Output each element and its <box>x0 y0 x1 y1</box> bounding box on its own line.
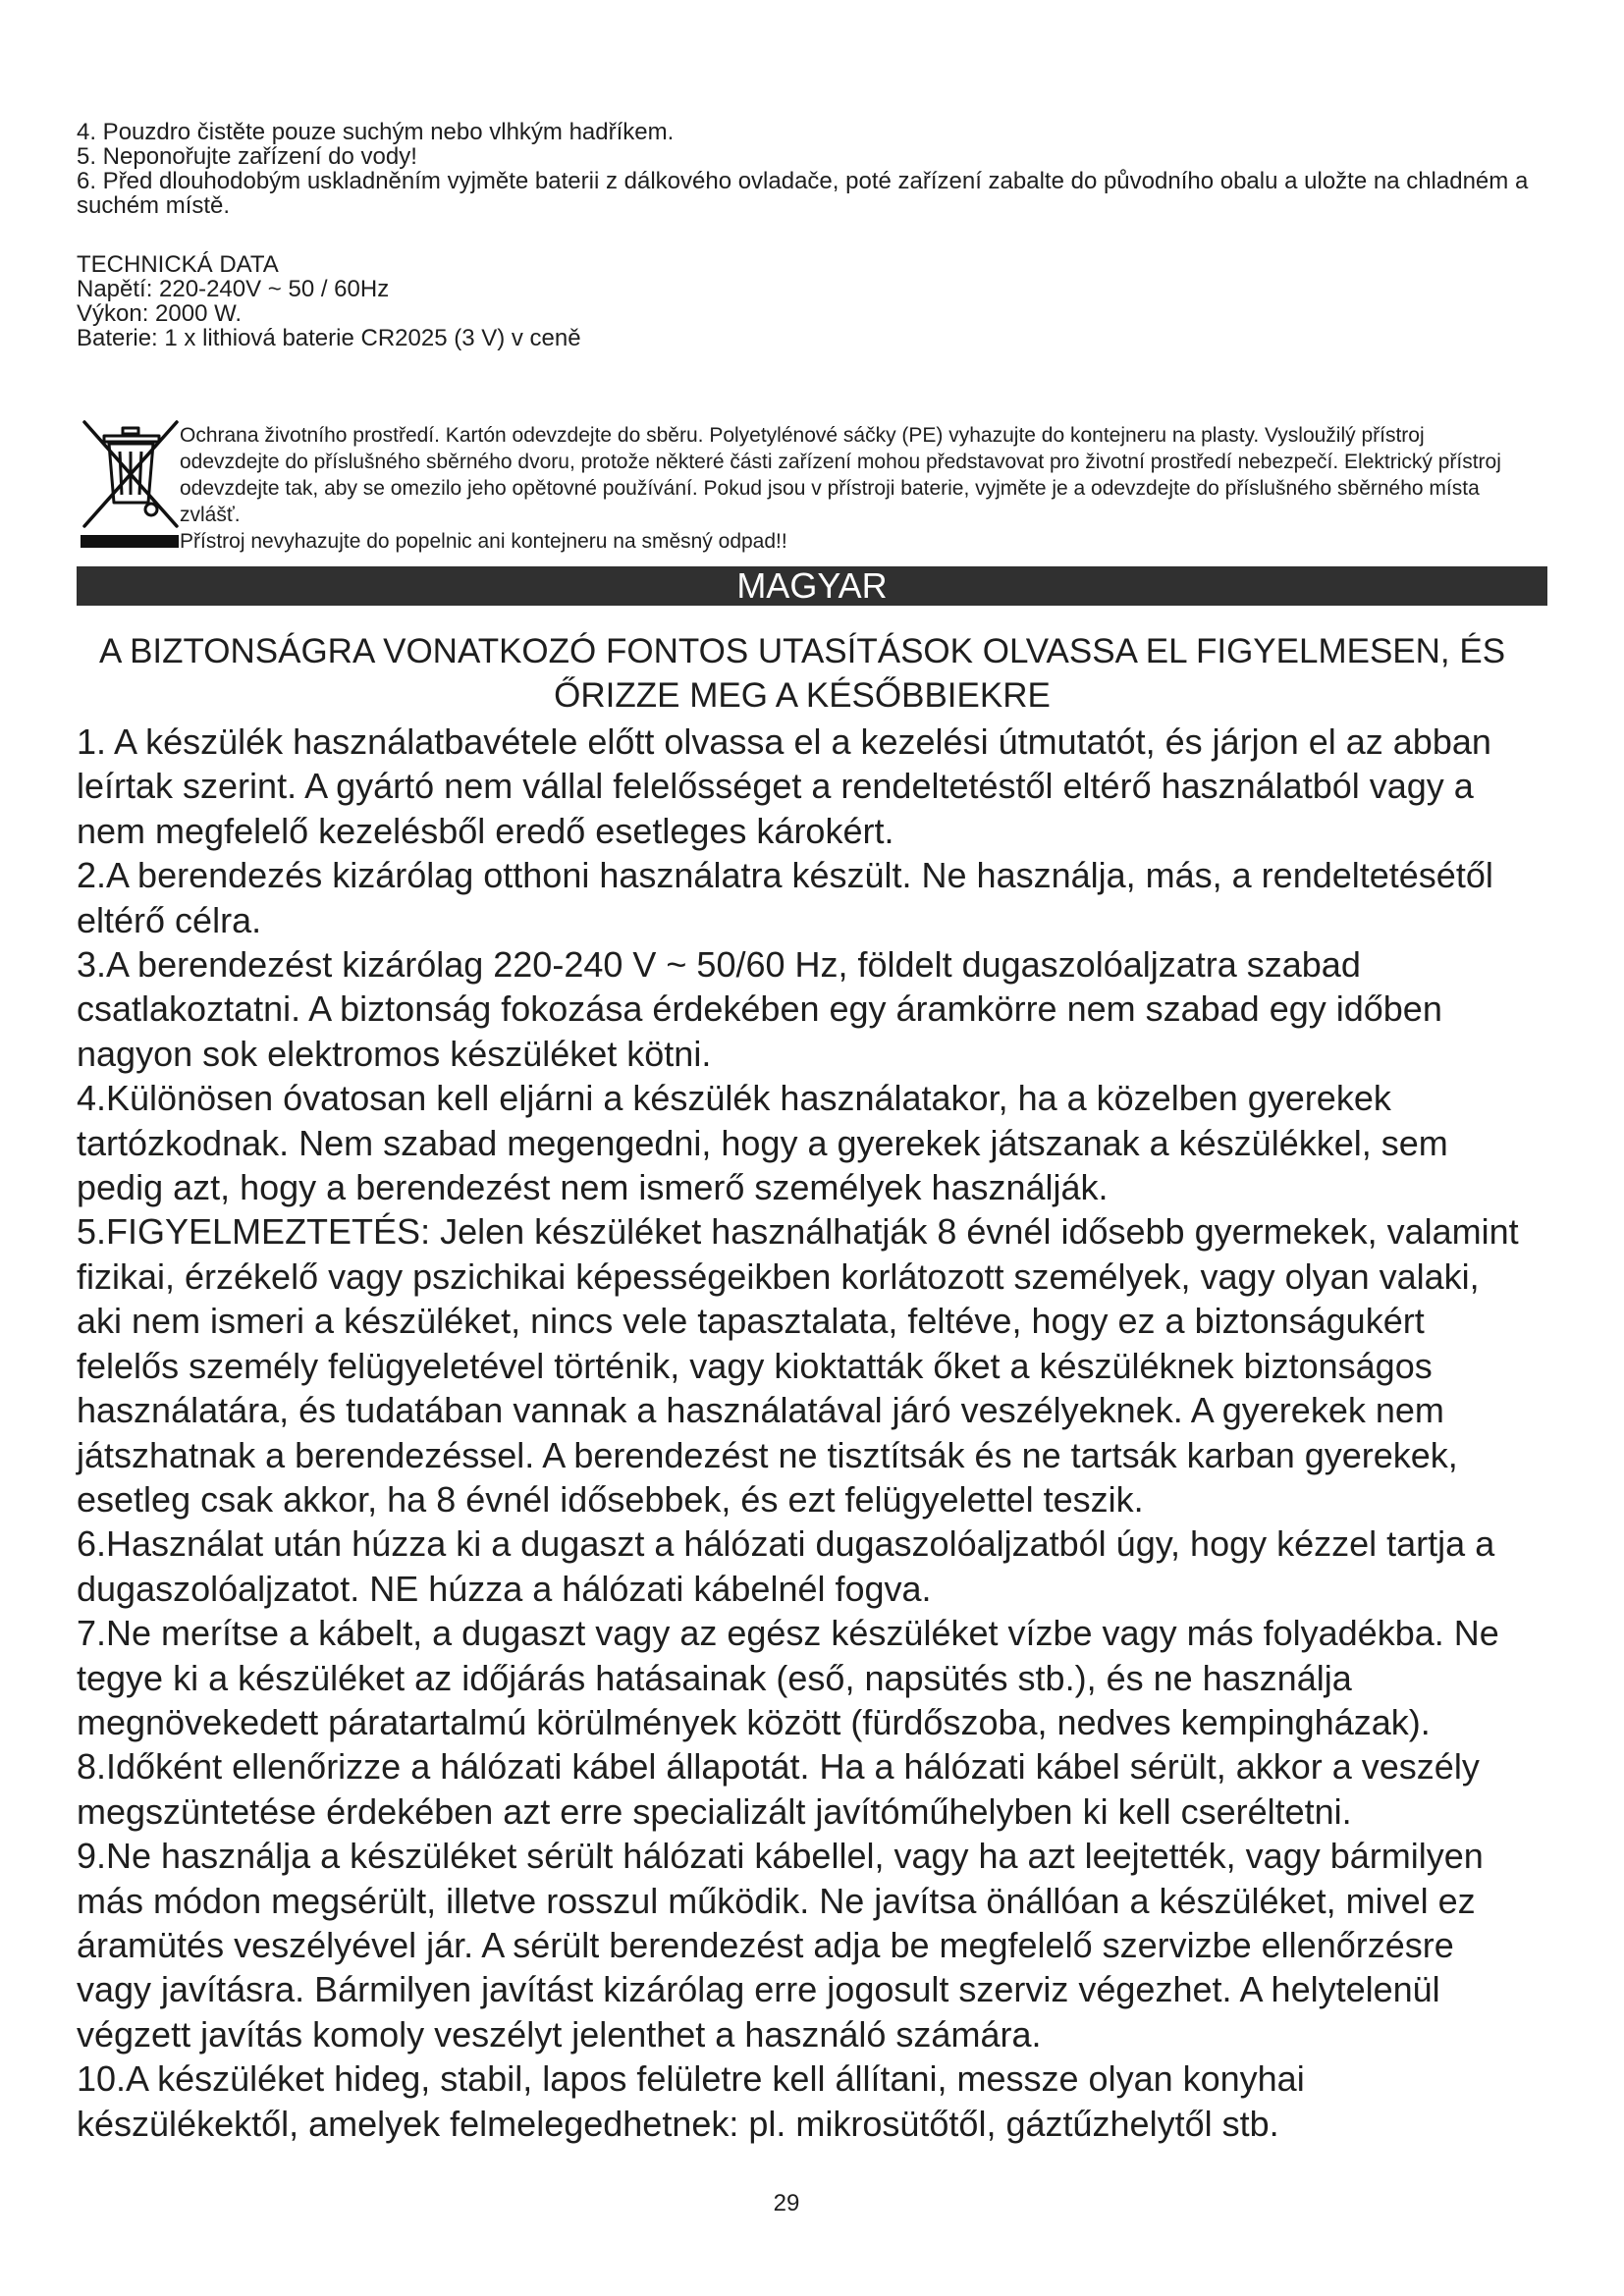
item-line: pedig azt, hogy a berendezést nem ismerő személyek használják. <box>77 1167 1109 1208</box>
item-line: 9.Ne használja a készüléket sérült hálózati kábellel, vagy ha azt leejtették, vagy bármilyen <box>77 1836 1484 1877</box>
item-line: megszüntetése érdekében azt erre specializált javítóműhelyben ki kell cseréltetni. <box>77 1790 1352 1832</box>
safety-heading-line: ŐRIZZE MEG A KÉSŐBBIEKRE <box>554 676 1051 715</box>
safety-item-6 <box>77 1522 1519 1611</box>
safety-heading <box>77 629 1528 718</box>
item-line: nem megfelelő kezelésből eredő esetleges károkért. <box>77 810 894 851</box>
item-line: használatára, és tudatában vannak a használatával járó veszélyeknek. A gyerekek nem <box>77 1390 1444 1431</box>
section-bar-magyar <box>77 566 1547 606</box>
item-line: 8.Időként ellenőrizze a hálózati kábel állapotát. Ha a hálózati kábel sérült, akkor a veszély <box>77 1746 1480 1788</box>
care-item-6-continued: suchém místě. <box>77 192 231 219</box>
care-item-6: 6. Před dlouhodobým uskladněním vyjměte baterii z dálkového ovladače, poté zařízení zabalte do původního obalu a uložte na chladném a <box>77 168 1529 194</box>
item-line: eltérő célra. <box>77 899 262 940</box>
safety-item-4 <box>77 1076 1519 1209</box>
item-line: esetleg csak akkor, ha 8 évnél idősebbek, és ezt felügyelettel teszik. <box>77 1478 1144 1520</box>
item-line: fizikai, érzékelő vagy pszichikai képességeikben korlátozott személyek, vagy olyan valaki, <box>77 1255 1480 1297</box>
technical-data <box>77 252 581 350</box>
item-line: tegye ki a készüléket az időjárás hatásainak (eső, napsütés stb.), és ne használja <box>77 1657 1352 1698</box>
item-line: nagyon sok elektromos készüléket kötni. <box>77 1033 712 1074</box>
environment-warning: Přístroj nevyhazujte do popelnic ani kontejneru na směsný odpad!! <box>180 530 787 553</box>
safety-item-2 <box>77 853 1519 942</box>
safety-instructions-list <box>77 720 1519 2146</box>
safety-item-8 <box>77 1744 1519 1834</box>
safety-item-7 <box>77 1611 1519 1744</box>
environment-line: odevzdejte tak, aby se omezilo jeho opětovné používání. Pokud jsou v přístroji baterie, vyjměte je a odevzdejte do příslušného sběrného místa <box>180 477 1480 500</box>
item-line: felelős személy felügyeletével történik, vagy kioktatták őket a készüléknek biztonságos <box>77 1345 1433 1386</box>
crossed-out-wheelie-bin-icon <box>81 414 181 532</box>
technical-power: Výkon: 2000 W. <box>77 300 243 327</box>
item-line: 10.A készüléket hideg, stabil, lapos felületre kell állítani, messze olyan konyhai <box>77 2058 1305 2100</box>
safety-item-5 <box>77 1209 1519 1522</box>
safety-item-9 <box>77 1834 1519 2056</box>
environment-line: odevzdejte do příslušného sběrného dvoru, protože některé části zařízení mohou představovat pro životní prostředí nebezpečí. Elektrický přístroj <box>180 451 1501 473</box>
item-line: készülékektől, amelyek felmelegedhetnek: pl. mikrosütőtől, gáztűzhelytől stb. <box>77 2103 1279 2144</box>
item-line: 3.A berendezést kizárólag 220-240 V ~ 50/60 Hz, földelt dugaszolóaljzatra szabad <box>77 944 1361 986</box>
item-line: játszhatnak a berendezéssel. A berendezést ne tisztítsák és ne tartsák karban gyerekek, <box>77 1434 1458 1475</box>
item-line: 6.Használat után húzza ki a dugaszt a hálózati dugaszolóaljzatból úgy, hogy kézzel tartja a <box>77 1523 1495 1565</box>
czech-care-instructions <box>77 120 1528 218</box>
safety-heading-line: A BIZTONSÁGRA VONATKOZÓ FONTOS UTASÍTÁSOK OLVASSA EL FIGYELMESEN, ÉS <box>98 632 1506 670</box>
item-line: csatlakoztatni. A biztonság fokozása érdekében egy áramkörre nem szabad egy időben <box>77 988 1442 1030</box>
item-line: leírtak szerint. A gyártó nem vállal felelősséget a rendeltetéstől eltérő használatból vagy a <box>77 766 1474 807</box>
care-item-5: 5. Neponořujte zařízení do vody! <box>77 143 417 170</box>
item-line: megnövekedett páratartalmú körülmények között (fürdőszoba, nedves kempingházak). <box>77 1701 1431 1742</box>
item-line: végzett javítás komoly veszélyt jelenthet a használó számára. <box>77 2013 1042 2055</box>
item-line: aki nem ismeri a készüléket, nincs vele tapasztalata, feltéve, hogy ez a biztonságukért <box>77 1301 1425 1342</box>
item-line: más módon megsérült, illetve rosszul működik. Ne javítsa önállóan a készüléket, mivel ez <box>77 1880 1476 1921</box>
item-line: 1. A készülék használatbavétele előtt olvassa el a kezelési útmutatót, és járjon el az abban <box>77 721 1491 762</box>
environment-line: Ochrana životního prostředí. Kartón odevzdejte do sběru. Polyetylénové sáčky (PE) vyhazujte do kontejneru na plasty. Vysloužilý přístroj <box>180 424 1425 447</box>
item-line: vagy javításra. Bármilyen javítást kizárólag erre jogosult szerviz végezhet. A helytelenül <box>77 1969 1440 2010</box>
technical-data-title: TECHNICKÁ DATA <box>77 251 279 278</box>
item-line: áramütés veszélyével jár. A sérült berendezést adja be megfelelő szervizbe ellenőrzésre <box>77 1924 1454 1965</box>
safety-item-1 <box>77 720 1519 853</box>
technical-battery: Baterie: 1 x lithiová baterie CR2025 (3 V) v ceně <box>77 325 581 351</box>
item-line: tartózkodnak. Nem szabad megengedni, hogy a gyerekek játszanak a készülékkel, sem <box>77 1122 1448 1163</box>
section-label: MAGYAR <box>736 565 888 606</box>
item-line: 4.Különösen óvatosan kell eljárni a készülék használatakor, ha a közelben gyerekek <box>77 1078 1391 1119</box>
safety-item-3 <box>77 942 1519 1076</box>
safety-item-10 <box>77 2056 1519 2146</box>
weee-black-bar <box>81 535 179 548</box>
environment-line: zvlášť. <box>180 504 241 526</box>
care-item-4: 4. Pouzdro čistěte pouze suchým nebo vlhkým hadříkem. <box>77 119 675 145</box>
technical-voltage: Napětí: 220-240V ~ 50 / 60Hz <box>77 276 390 302</box>
item-line: 7.Ne merítse a kábelt, a dugaszt vagy az egész készüléket vízbe vagy más folyadékba. Ne <box>77 1613 1499 1654</box>
environment-notice <box>180 422 1501 555</box>
item-line: 5.FIGYELMEZTETÉS: Jelen készüléket használhatják 8 évnél idősebb gyermekek, valamint <box>77 1211 1519 1253</box>
page-number: 29 <box>773 2190 800 2216</box>
item-line: 2.A berendezés kizárólag otthoni használatra készült. Ne használja, más, a rendeltetésétől <box>77 855 1493 896</box>
item-line: dugaszolóaljzatot. NE húzza a hálózati kábelnél fogva. <box>77 1568 932 1609</box>
